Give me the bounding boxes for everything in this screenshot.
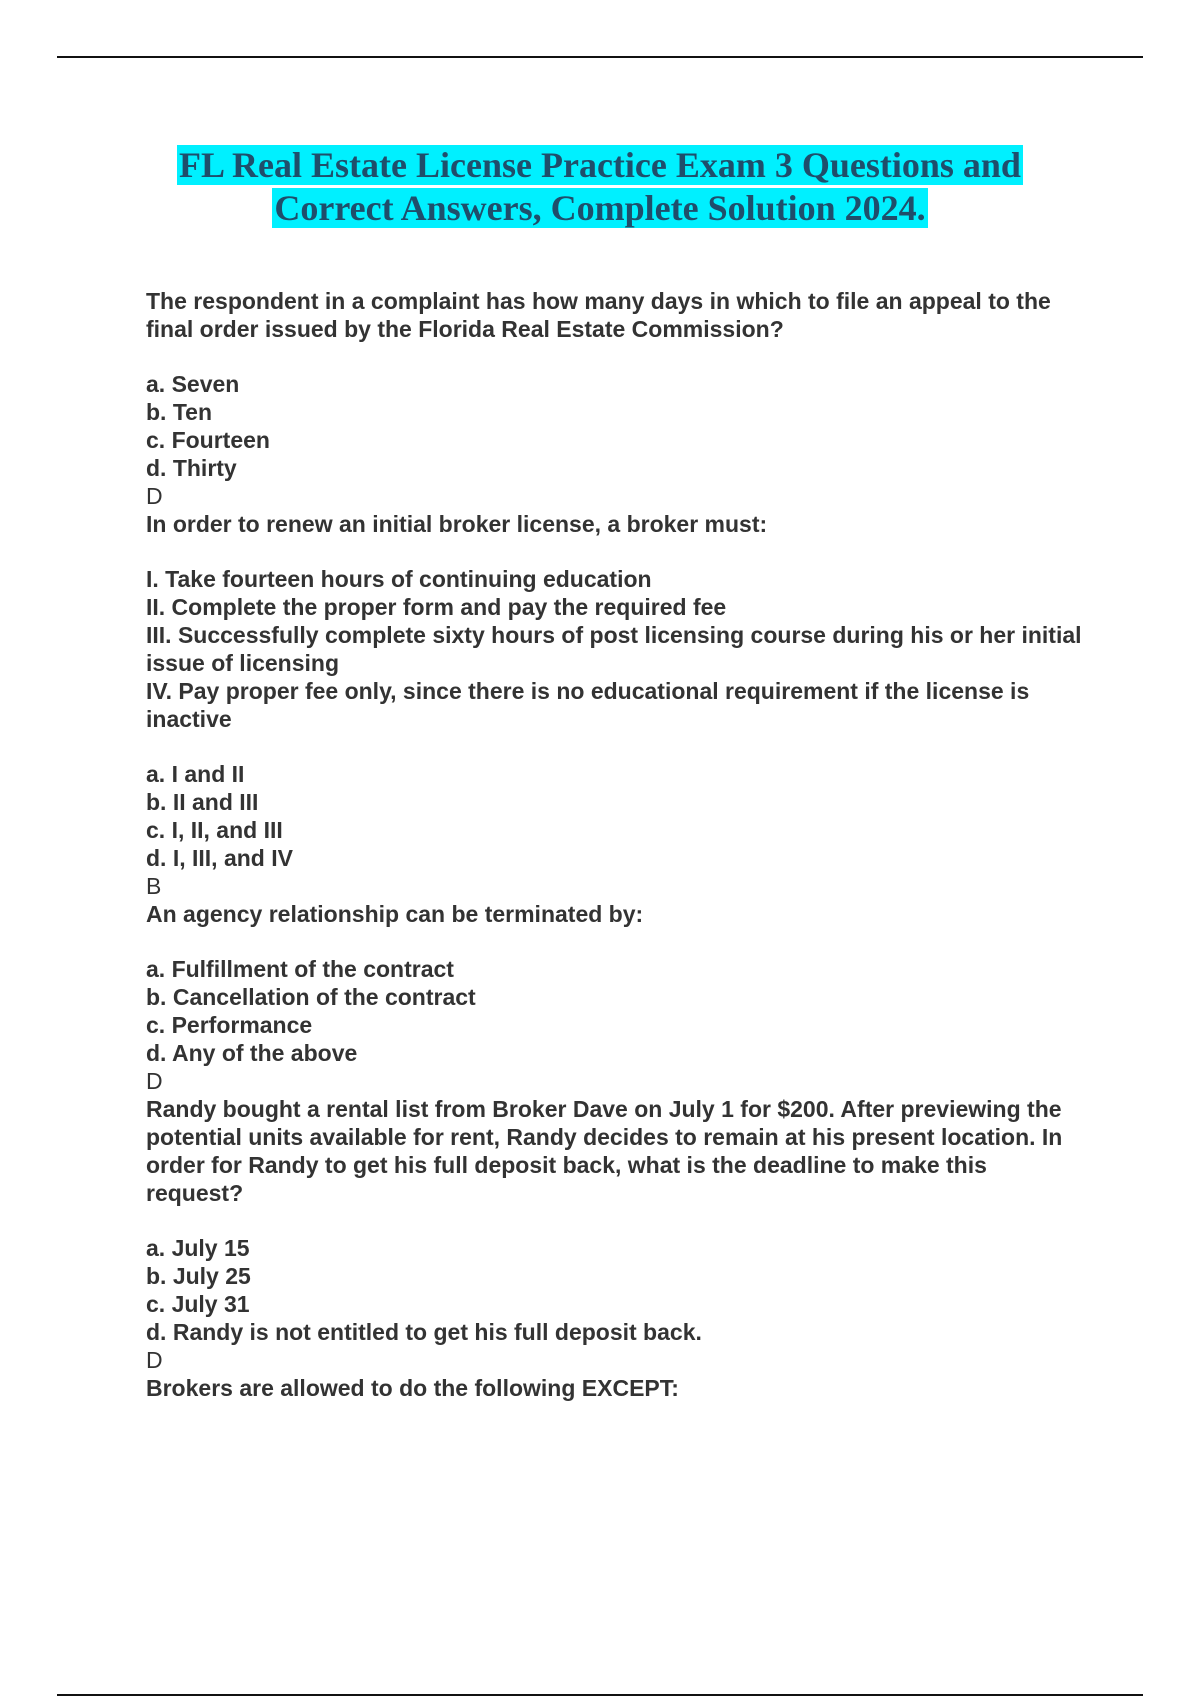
question-2-statement-2: II. Complete the proper form and pay the required fee — [146, 594, 727, 620]
question-4-option-c: c. July 31 — [146, 1291, 250, 1317]
question-3-option-d: d. Any of the above — [146, 1040, 358, 1066]
document-title — [80, 144, 1120, 230]
bottom-rule — [57, 1694, 1143, 1696]
question-1-option-b: b. Ten — [146, 399, 213, 425]
question-1-option-d: d. Thirty — [146, 455, 237, 481]
question-3-answer: D — [146, 1068, 163, 1094]
question-2-option-c: c. I, II, and III — [146, 817, 283, 843]
question-4-option-d: d. Randy is not entitled to get his full deposit back. — [146, 1319, 702, 1345]
question-2-option-a: a. I and II — [146, 761, 245, 787]
question-1-answer: D — [146, 483, 163, 509]
question-5-text: Brokers are allowed to do the following EXCEPT: — [146, 1375, 679, 1401]
title-line-1: FL Real Estate License Practice Exam 3 Questions and — [179, 145, 1021, 185]
question-4-answer: D — [146, 1347, 163, 1373]
question-3-option-a: a. Fulfillment of the contract — [146, 956, 454, 982]
question-2-text: In order to renew an initial broker license, a broker must: — [146, 511, 768, 537]
question-1-option-a: a. Seven — [146, 371, 240, 397]
question-3-option-c: c. Performance — [146, 1012, 313, 1038]
question-1-option-c: c. Fourteen — [146, 427, 270, 453]
top-rule — [57, 56, 1143, 58]
question-4-option-b: b. July 25 — [146, 1263, 251, 1289]
question-4-option-a: a. July 15 — [146, 1235, 250, 1261]
question-list — [146, 287, 1086, 1402]
question-3-option-b: b. Cancellation of the contract — [146, 984, 476, 1010]
question-2-option-d: d. I, III, and IV — [146, 845, 293, 871]
question-2-statement-1: I. Take fourteen hours of continuing education — [146, 566, 652, 592]
title-line-2: Correct Answers, Complete Solution 2024. — [274, 188, 926, 228]
question-2-statement-3: III. Successfully complete sixty hours of post licensing course during his or her initial issue of licensing — [146, 622, 1082, 676]
question-3-text: An agency relationship can be terminated by: — [146, 901, 644, 927]
question-4-text: Randy bought a rental list from Broker Dave on July 1 for $200. After previewing the potential units available for rent, Randy decides to remain at his present location. In order for Randy to get his full deposit back, what is the deadline to make this request? — [146, 1096, 1063, 1206]
question-1-text: The respondent in a complaint has how many days in which to file an appeal to the final order issued by the Florida Real Estate Commission? — [146, 288, 1051, 342]
question-2-option-b: b. II and III — [146, 789, 259, 815]
question-2-statement-4: IV. Pay proper fee only, since there is no educational requirement if the license is inactive — [146, 678, 1030, 732]
question-2-answer: B — [146, 873, 162, 899]
